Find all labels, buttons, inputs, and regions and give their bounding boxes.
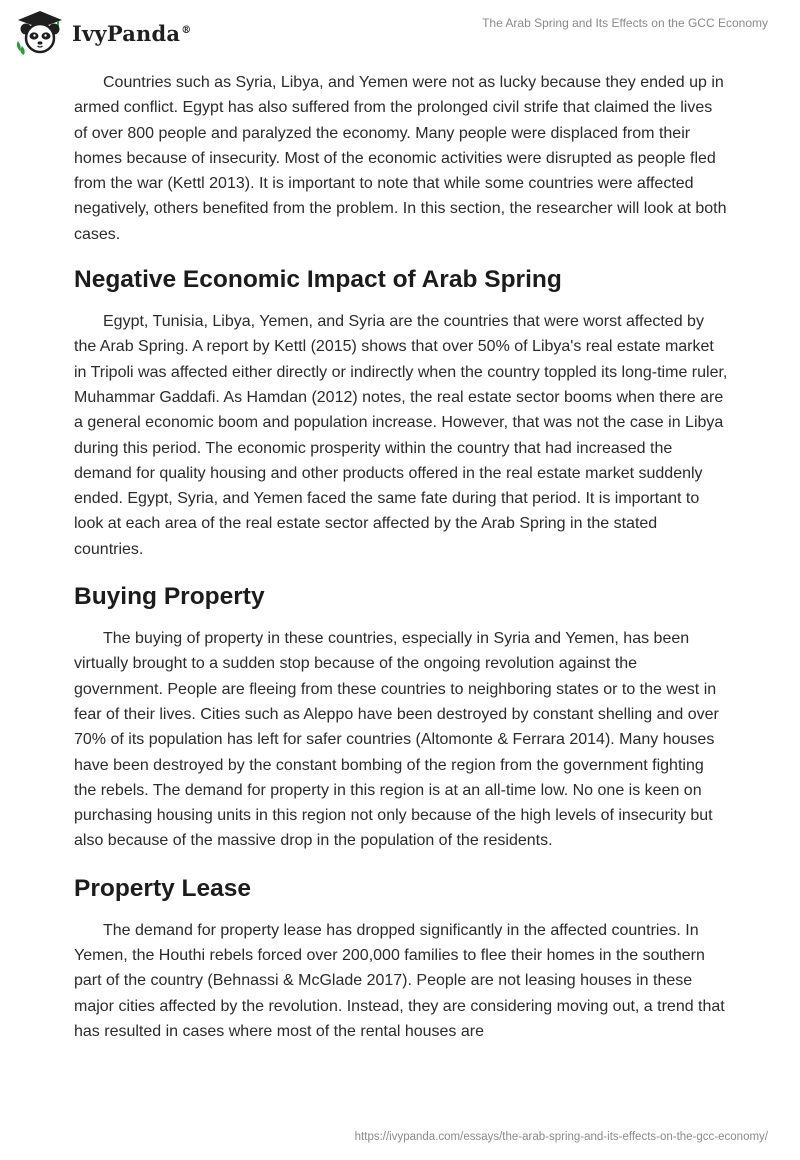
source-url[interactable]: https://ivypanda.com/essays/the-arab-spring-and-its-effects-on-the-gcc-economy/ bbox=[354, 1131, 768, 1143]
panda-graduate-icon bbox=[14, 8, 66, 56]
section-heading-buying-property: Buying Property bbox=[74, 583, 265, 611]
essay-body bbox=[74, 70, 730, 1044]
section-paragraph-buying-property: The buying of property in these countries, especially in Syria and Yemen, has been virtually brought to a sudden stop because of the ongoing revolution against the government. People are fleeing from these countries to neighboring states or to the west in fear of their lives. Cities such as Aleppo have been destroyed by constant shelling and over 70% of its population has left for safer countries (Altomonte & Ferrara 2014). Many houses have been destroyed by the constant bombing of the region from the government fighting the rebels. The demand for property in this region is at an all-time low. No one is keen on purchasing housing units in this region not only because of the high levels of insecurity but also because of the massive drop in the population of the residents. bbox=[74, 630, 719, 850]
document-title: The Arab Spring and Its Effects on the GCC Economy bbox=[482, 16, 768, 30]
section-paragraph-property-lease: The demand for property lease has dropped significantly in the affected countries. In Yemen, the Houthi rebels forced over 200,000 families to flee their homes in the southern part of the country (Behnassi & McGlade 2017). People are not leasing houses in these major cities affected by the revolution. Instead, they are considering moving out, a trend that has resulted in cases where most of the rental houses are bbox=[74, 921, 725, 1040]
ivypanda-logo[interactable] bbox=[14, 8, 191, 56]
intro-paragraph: Countries such as Syria, Libya, and Yemen were not as lucky because they ended up in armed conflict. Egypt has also suffered from the prolonged civil strife that claimed the lives of over 800 people and paralyzed the economy. Many people were displaced from their homes because of insecurity. Most of the economic activities were disrupted as people fled from the war (Kettl 2013). It is important to note that while some countries were affected negatively, others benefited from the problem. In this section, the researcher will look at both cases. bbox=[74, 74, 727, 243]
section-heading-negative-impact: Negative Economic Impact of Arab Spring bbox=[74, 266, 562, 294]
brand-name bbox=[72, 21, 191, 46]
brand-name-text: IvyPanda bbox=[72, 20, 181, 46]
page-header bbox=[0, 0, 800, 64]
registered-mark: ® bbox=[181, 24, 192, 36]
section-paragraph-negative-impact: Egypt, Tunisia, Libya, Yemen, and Syria are the countries that were worst affected by the Arab Spring. A report by Kettl (2015) shows that over 50% of Libya's real estate market in Tripoli was affected either directly or indirectly when the country toppled its long-time ruler, Muhammar Gaddafi. As Hamdan (2012) notes, the real estate sector booms when there are a general economic boom and population increase. However, that was not the case in Libya during this period. The economic prosperity within the country that had increased the demand for quality housing and other products offered in the real estate market suddenly ended. Egypt, Syria, and Yemen faced the same fate during that period. It is important to look at each area of the real estate sector affected by the Arab Spring in the stated countries. bbox=[74, 313, 728, 558]
section-heading-property-lease: Property Lease bbox=[74, 874, 252, 902]
